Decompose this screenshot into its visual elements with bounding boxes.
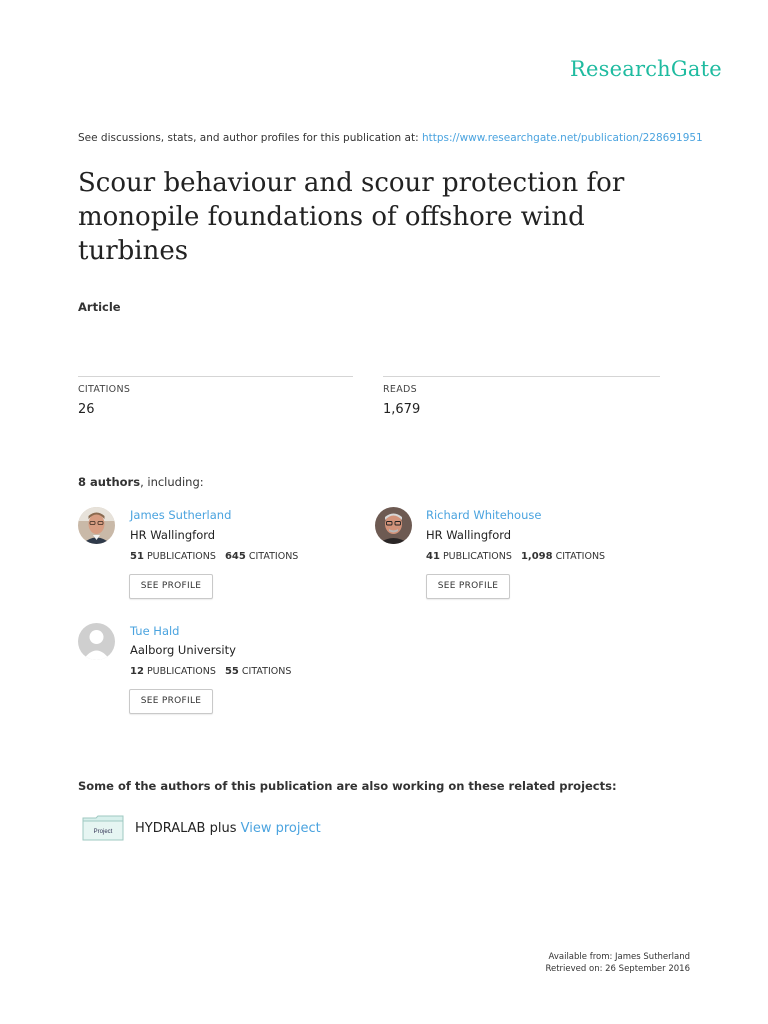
authors-suffix: , including: [140,475,204,489]
cit-label: CITATIONS [241,666,292,677]
pub-label: PUBLICATIONS [146,666,216,677]
project-folder-icon [82,815,124,841]
cit-count: 55 [224,666,239,677]
reads-label: READS [383,384,417,395]
see-profile-button[interactable]: SEE PROFILE [129,689,213,714]
see-profile-button[interactable]: SEE PROFILE [426,574,510,599]
pub-count: 12 [130,666,144,677]
author-avatar-sutherland[interactable] [78,507,115,544]
project-name: HYDRALAB plus [135,821,241,836]
view-project-link[interactable]: View project [240,821,321,836]
pub-count: 51 [130,551,144,562]
author-institution: Aalborg University [130,643,236,657]
cit-count: 645 [224,551,246,562]
retrieved-on: Retrieved on: 26 September 2016 [545,964,690,974]
related-projects-heading: Some of the authors of this publication are also working on these related projects: [78,779,617,793]
author-metrics [426,551,605,562]
citations-value: 26 [78,402,95,417]
citations-divider [78,376,353,377]
author-metrics [130,666,291,677]
author-institution: HR Wallingford [426,528,512,542]
available-from: Available from: James Sutherland [548,952,690,962]
project-badge-label: Project [93,829,113,835]
discussion-text: See discussions, stats, and author profiles for this publication at: [78,132,422,144]
see-profile-button[interactable]: SEE PROFILE [129,574,213,599]
pub-count: 41 [426,551,440,562]
pub-label: PUBLICATIONS [442,551,512,562]
citations-label: CITATIONS [78,384,131,395]
publication-title: Scour behaviour and scour protection for monopile foundations of offshore wind turbines [78,168,625,266]
cit-count: 1,098 [520,551,553,562]
author-avatar-whitehouse[interactable] [375,507,412,544]
author-name-link[interactable]: Tue Hald [130,624,180,638]
publication-link[interactable]: https://www.researchgate.net/publication/228691951 [421,132,703,144]
cit-label: CITATIONS [555,551,606,562]
author-metrics [130,551,298,562]
reads-divider [383,376,660,377]
author-avatar-hald[interactable] [78,623,115,660]
project-entry [135,821,321,836]
researchgate-logo: ResearchGate [570,57,722,81]
discussion-line [78,132,703,144]
reads-value: 1,679 [383,402,421,417]
cit-label: CITATIONS [248,551,299,562]
publication-type: Article [78,300,121,314]
author-institution: HR Wallingford [130,528,216,542]
authors-header [78,475,204,489]
authors-count: 8 authors [78,475,141,489]
author-name-link[interactable]: Richard Whitehouse [426,508,542,522]
author-name-link[interactable]: James Sutherland [130,508,232,522]
pub-label: PUBLICATIONS [146,551,216,562]
